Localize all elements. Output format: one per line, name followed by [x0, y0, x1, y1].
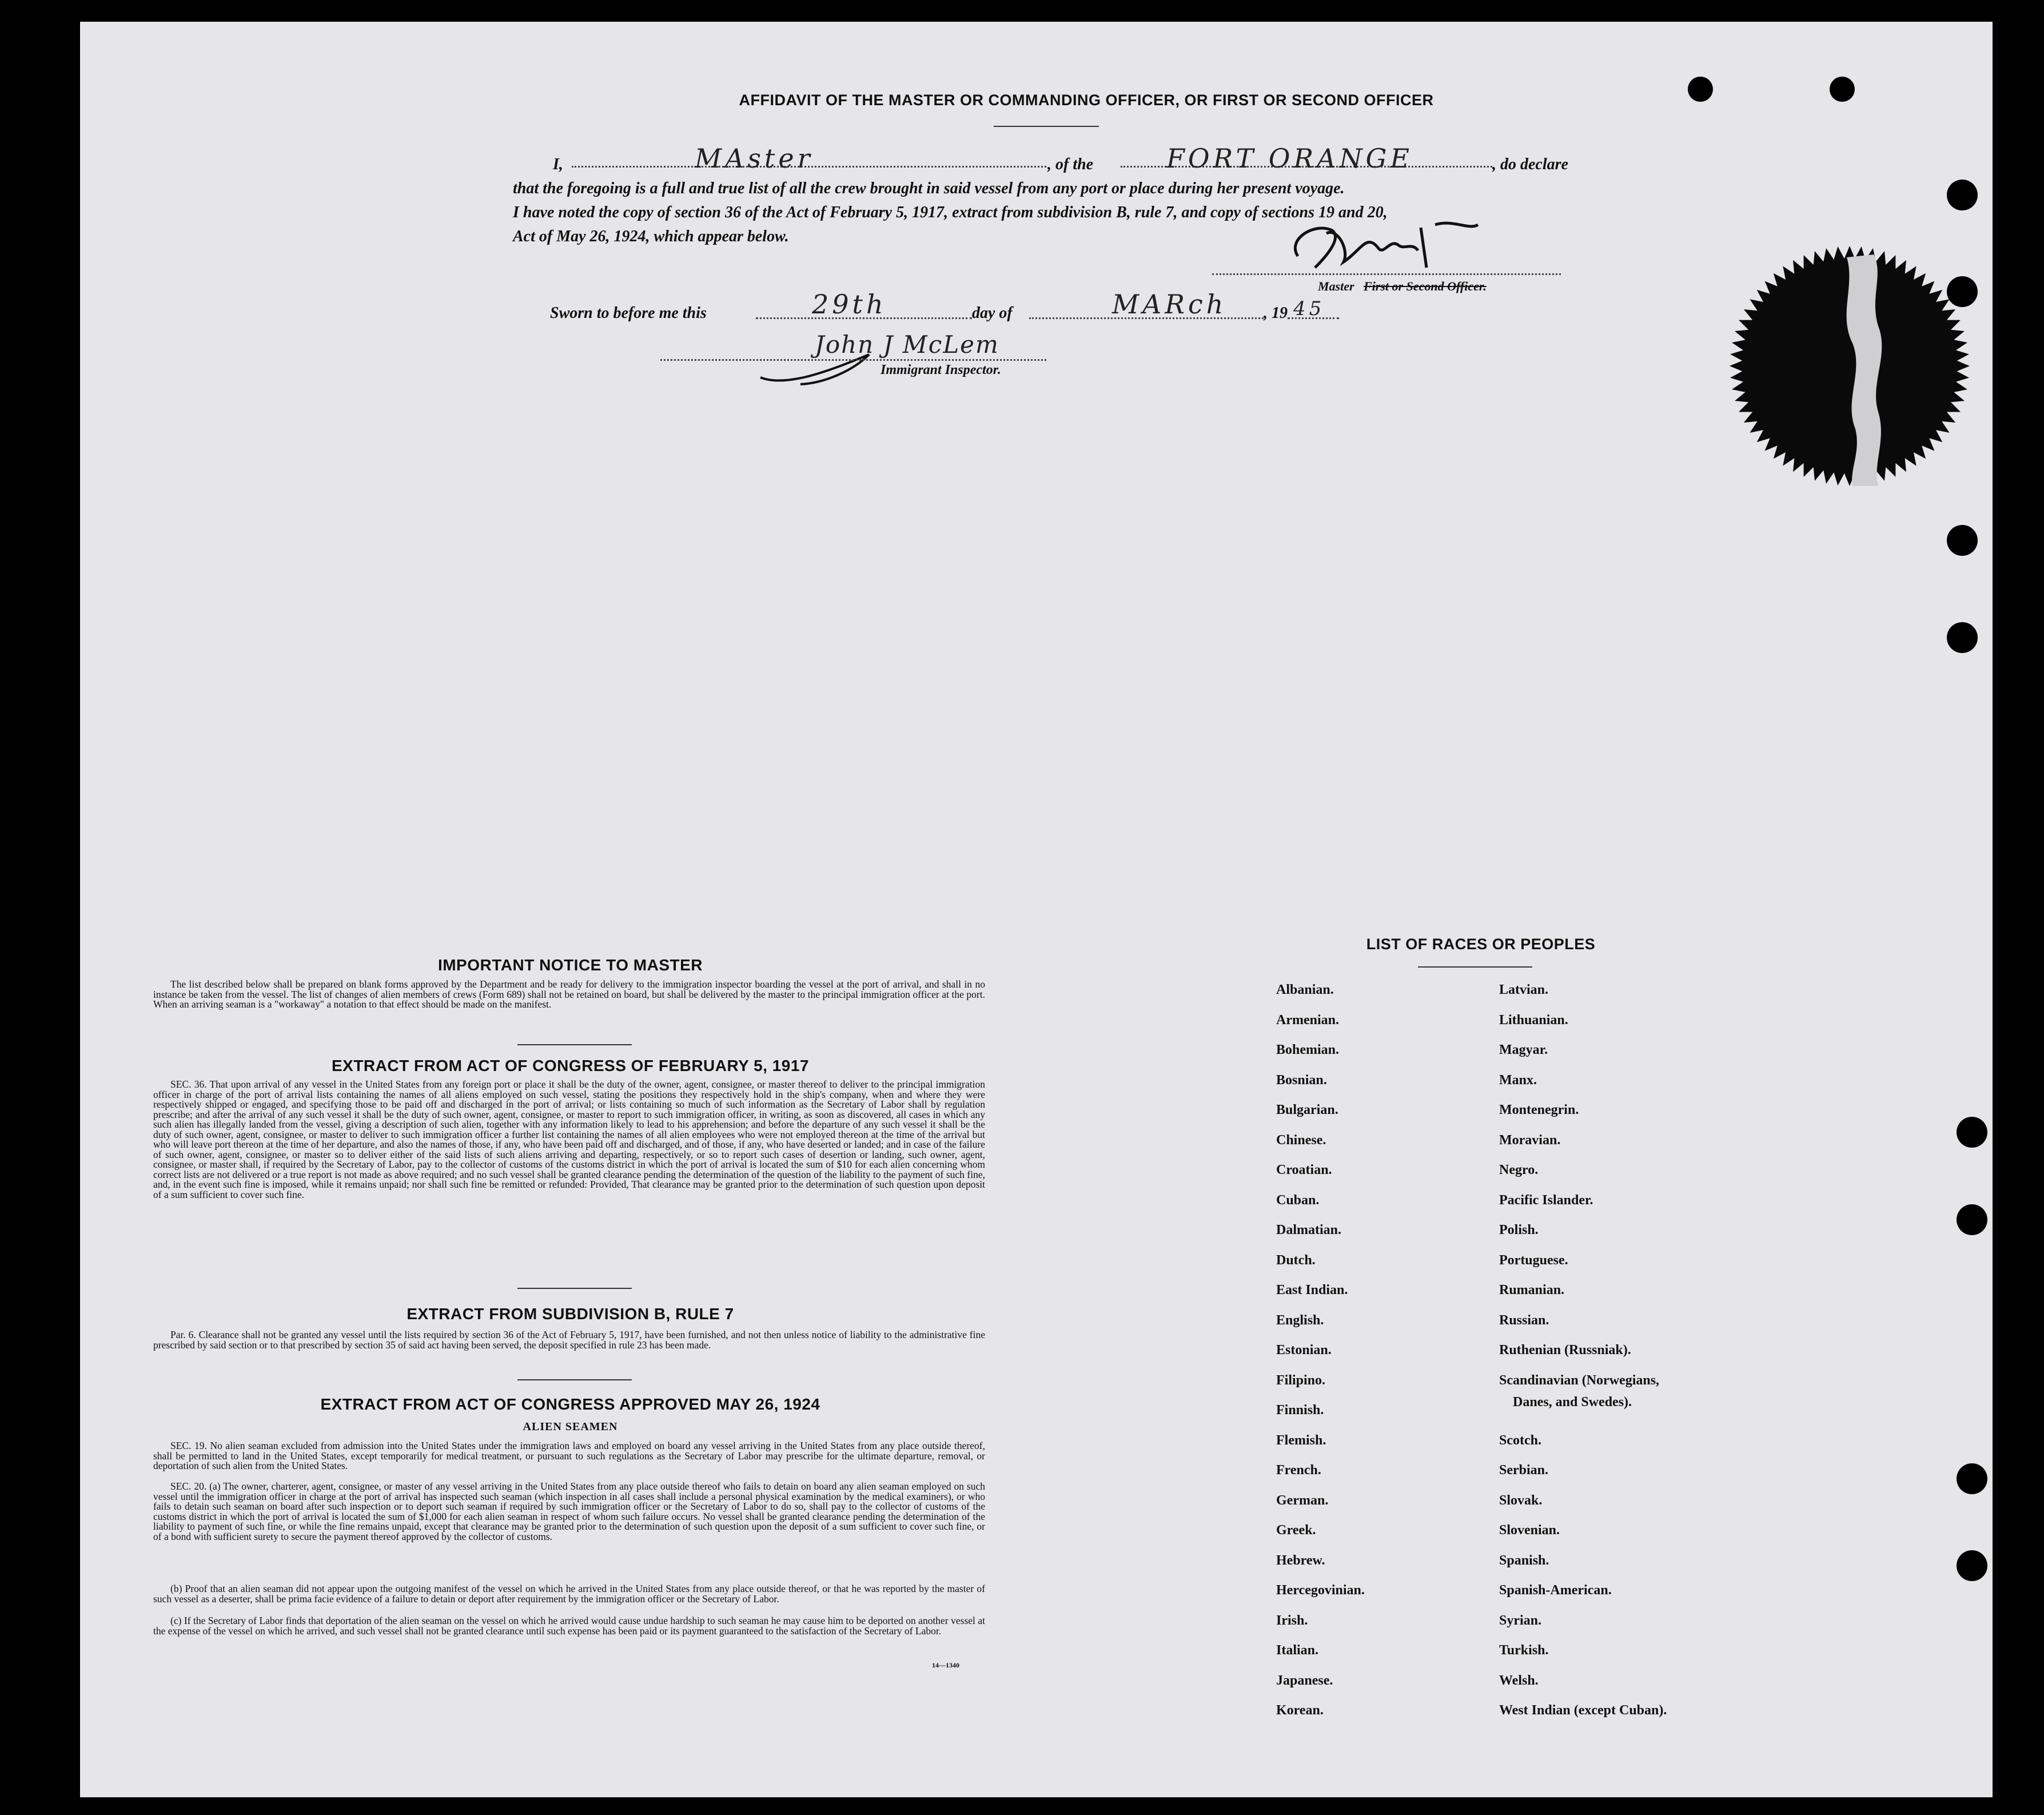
- race-item: Irish.: [1276, 1613, 1308, 1628]
- race-item: Korean.: [1276, 1703, 1324, 1718]
- race-item: Ruthenian (Russniak).: [1499, 1343, 1631, 1358]
- extract-1924-sec20b: (b) Proof that an alien seaman did not appear upon the outgoing manifest of the vessel on which he arrived in the United States from any place outside thereof, or that he was reported by the master of such vessel as a deserter, shall be prima facie evidence of a failure to detain or deport after requirement by the immigration officer or the Secretary of Labor.: [153, 1583, 985, 1605]
- race-item: Slovak.: [1499, 1492, 1543, 1508]
- race-item: Bosnian.: [1276, 1072, 1327, 1088]
- extract-1917-title: EXTRACT FROM ACT OF CONGRESS OF FEBRUARY 5, 1917: [331, 1057, 810, 1074]
- races-left-column: [1276, 982, 1365, 1733]
- race-item: Cuban.: [1276, 1192, 1320, 1208]
- section-rule: [517, 1044, 632, 1045]
- affidavit-line-3: I have noted the copy of section 36 of the Act of February 5, 1917, extract from subdivision B, rule 7, and copy of sections 19 and 20,: [513, 204, 1388, 221]
- race-item: Spanish.: [1499, 1553, 1549, 1568]
- handwritten-rank: MAster: [695, 143, 814, 174]
- race-item: Welsh.: [1499, 1673, 1539, 1688]
- extract-1924-sec20c: (c) If the Secretary of Labor finds that deportation of the alien seaman on the vessel on which he arrived would cause undue hardship to such seaman he may cause him to be deported on another vessel at the expense of the vessel on which he arrived, and such vessel shall not be granted clearance until such expense has been paid or its payment guaranteed to the satisfaction of the Secretary of Labor.: [153, 1615, 985, 1637]
- handwritten-vessel: FORT ORANGE: [1166, 143, 1413, 174]
- punch-hole: [1947, 180, 1978, 210]
- race-item: Russian.: [1499, 1312, 1549, 1328]
- race-item: Polish.: [1499, 1223, 1539, 1237]
- signature-caption-master: Master: [1318, 279, 1354, 293]
- race-item: Scandinavian (Norwegians,: [1499, 1372, 1660, 1388]
- signature-blank: [1212, 273, 1561, 275]
- races-title-rule: [1418, 966, 1532, 968]
- race-item: Negro.: [1499, 1163, 1539, 1177]
- section-rule: [517, 1288, 632, 1289]
- race-item: West Indian (except Cuban).: [1499, 1703, 1667, 1718]
- extract-1924-subtitle: ALIEN SEAMEN: [523, 1420, 618, 1433]
- race-item: German.: [1276, 1492, 1329, 1508]
- form-number: 14—1340: [932, 1661, 959, 1669]
- affidavit-title: AFFIDAVIT OF THE MASTER OR COMMANDING OFFICER, OR FIRST OR SECOND OFFICER: [739, 91, 1434, 109]
- race-item: Albanian.: [1276, 982, 1334, 997]
- race-item: Italian.: [1276, 1643, 1319, 1658]
- rule7-title: EXTRACT FROM SUBDIVISION B, RULE 7: [407, 1305, 734, 1323]
- race-item: Hebrew.: [1276, 1553, 1325, 1568]
- race-item: Chinese.: [1276, 1132, 1326, 1148]
- section-rule: [517, 1379, 632, 1380]
- punch-hole: [1830, 77, 1855, 102]
- race-item: Montenegrin.: [1499, 1102, 1579, 1117]
- punch-hole: [1957, 1463, 1987, 1494]
- day-of-label: day of: [972, 304, 1013, 322]
- year-prefix: , 19: [1264, 304, 1288, 322]
- race-item: Dutch.: [1276, 1252, 1316, 1268]
- race-item: Latvian.: [1499, 982, 1549, 997]
- punch-hole: [1957, 1204, 1987, 1235]
- race-item: Manx.: [1499, 1072, 1537, 1088]
- inspector-caption: Immigrant Inspector.: [880, 363, 1001, 377]
- sworn-year: 45: [1293, 297, 1325, 320]
- race-item: Bulgarian.: [1276, 1102, 1338, 1117]
- race-item: Slovenian.: [1499, 1523, 1560, 1538]
- punch-hole: [1947, 525, 1978, 556]
- race-item: Croatian.: [1276, 1163, 1332, 1177]
- sworn-day: 29th: [812, 289, 887, 320]
- race-item: Flemish.: [1276, 1432, 1326, 1448]
- race-item: Danes, and Swedes).: [1513, 1394, 1632, 1410]
- punch-hole: [1688, 77, 1713, 102]
- race-item: Pacific Islander.: [1499, 1192, 1593, 1208]
- race-item: East Indian.: [1276, 1283, 1348, 1297]
- race-item: English.: [1276, 1312, 1324, 1328]
- rule7-body: Par. 6. Clearance shall not be granted any vessel until the lists required by section 36 of the Act of February 5, 1917, have been furnished, and not then unless notice of liability to the administrative fine prescribed by said section or to that prescribed by section 35 of said act having been served, the deposit specified in rule 23 has been made.: [153, 1329, 985, 1351]
- notice-title: IMPORTANT NOTICE TO MASTER: [437, 956, 703, 974]
- sworn-month: MARch: [1112, 289, 1227, 320]
- punch-hole: [1947, 622, 1978, 653]
- affidavit-line-2: that the foregoing is a full and true list of all the crew brought in said vessel from any port or place during her present voyage.: [513, 180, 1345, 197]
- races-right-column: [1499, 982, 1667, 1733]
- punch-hole: [1957, 1550, 1987, 1581]
- race-item: Scotch.: [1499, 1432, 1541, 1448]
- affidavit-i-label: I,: [553, 156, 563, 173]
- race-item: Magyar.: [1499, 1042, 1548, 1057]
- of-the-label: , of the: [1047, 156, 1094, 173]
- race-item: Serbian.: [1499, 1463, 1549, 1478]
- race-item: Lithuanian.: [1499, 1012, 1568, 1028]
- race-item: Japanese.: [1276, 1673, 1333, 1688]
- signature-caption-struck: First or Second Officer.: [1364, 279, 1487, 293]
- do-declare-label: , do declare: [1492, 156, 1568, 173]
- race-item: Turkish.: [1499, 1643, 1549, 1658]
- inspector-signature: John J McLem: [815, 331, 999, 359]
- title-rule: [994, 126, 1099, 127]
- inspector-blank: [660, 359, 1046, 361]
- race-item: Hercegovinian.: [1276, 1583, 1365, 1598]
- affidavit-line-4: Act of May 26, 1924, which appear below.: [513, 228, 789, 245]
- notice-body: The list described below shall be prepared on blank forms approved by the Department and be ready for delivery to the immigration inspector boarding the vessel at the port of arrival, and shall in no instance be taken from the vessel. The list of changes of alien members of crews (Form 689) shall not be retained on board, but shall be delivered by the master to the principal immigration officer at the port. When an arriving seaman is a "workaway" a notation to that effect should be made on the manifest.: [153, 978, 985, 1010]
- race-item: Moravian.: [1499, 1132, 1561, 1148]
- race-item: Finnish.: [1276, 1403, 1324, 1418]
- race-item: Syrian.: [1499, 1613, 1542, 1628]
- race-item: Dalmatian.: [1276, 1223, 1341, 1237]
- extract-1924-sec20a: SEC. 20. (a) The owner, charterer, agent, consignee, or master of any vessel arriving in the United States from any place outside thereof who fails to detain on board any alien seaman employed on such vessel until the immigration officer in charge at the port of arrival has inspected such seaman (which inspection in all cases shall include a personal physical examination by the medical examiners), or who fails to detain such seaman on board after such inspection or to deport such seaman if required by such immigration officer or the Secretary of Labor to do so, shall pay to the collector of customs of the customs district in which the port of arrival is located the sum of $1,000 for each alien seaman in respect of whom such failure occurs. No vessel shall be granted clearance pending the determination of the liability to payment of such fine, or while the fine remains unpaid, except that clearance may be granted prior to the determination of such question upon the deposit of a sum sufficient to cover such fine, or of a bond with sufficient surety to secure the payment thereof approved by the collector of customs.: [153, 1480, 985, 1542]
- race-item: Portuguese.: [1499, 1252, 1568, 1268]
- extract-1924-title: EXTRACT FROM ACT OF CONGRESS APPROVED MAY 26, 1924: [320, 1395, 820, 1413]
- extract-1924-sec19: SEC. 19. No alien seaman excluded from admission into the United States under the immigration laws and employed on board any vessel arriving in the United States from any place outside thereof, shall be permitted to land in the United States, except temporarily for medical treatment, or pursuant to such regulations as the Secretary of Labor may prescribe for the ultimate departure, removal, or deportation of such alien from the United States.: [153, 1440, 985, 1471]
- race-item: Greek.: [1276, 1523, 1316, 1538]
- race-item: Armenian.: [1276, 1012, 1339, 1028]
- master-signature: [1281, 216, 1487, 279]
- race-item: Spanish-American.: [1499, 1583, 1612, 1598]
- extract-1917-body: SEC. 36. That upon arrival of any vessel in the United States from any foreign port or place it shall be the duty of the owner, agent, consignee, or master thereof to deliver to the principal immigration officer in charge of the port of arrival lists containing the names of all aliens employed on such vessel, stating the positions they respectively hold in the ship's company, when and where they were respectively shipped or engaged, and specifying those to be paid off and discharged in the port of arrival; or lists containing so much of such information as the Secretary of Labor shall by regulation prescribe; and after the arrival of any such vessel it shall be the duty of such owner, agent, consignee, or master to report to such immigration officer, in writing, as soon as discovered, all cases in which any such alien has illegally landed from the vessel, giving a description of such alien, together with any information likely to lead to his apprehension; and before the departure of any such vessel it shall be the duty of such owner, agent, consignee, or master to deliver to such immigration officer a further list containing the names of all alien employees who were not employed thereon at the time of the arrival but who will leave port thereon at the time of her departure, and also the names of those, if any, who have been paid off and discharged, and of those, if any, who have deserted or landed; and in case of the failure of such owner, agent, consignee, or master so to deliver either of the said lists of such aliens arriving and departing, respectively, or so to report such cases of desertion or landing, such owner, agent, consignee, or master shall, if required by the Secretary of Labor, pay to the collector of customs of the customs district in which the port of arrival is located the sum of $10 for each alien concerning whom correct lists are not delivered or a true report is not made as above required; and no such vessel shall be granted clearance pending the determination of the question of the liability to the payment of such fine, and, in the event such fine is imposed, while it remains unpaid; nor shall such fine be remitted or refunded: Provided, That clearance may be granted prior to the determination of such question upon deposit of a sum sufficient to cover such fine.: [153, 1078, 985, 1200]
- race-item: Filipino.: [1276, 1372, 1326, 1388]
- race-item: Bohemian.: [1276, 1042, 1340, 1057]
- race-item: Estonian.: [1276, 1343, 1332, 1358]
- punch-hole: [1957, 1117, 1987, 1148]
- race-item: French.: [1276, 1463, 1321, 1478]
- sworn-label: Sworn to before me this: [550, 304, 707, 322]
- notary-seal-icon: [1724, 240, 1975, 492]
- races-title: LIST OF RACES OR PEOPLES: [1366, 936, 1596, 953]
- race-item: Rumanian.: [1499, 1283, 1565, 1297]
- sworn-year-blank: [1288, 317, 1339, 319]
